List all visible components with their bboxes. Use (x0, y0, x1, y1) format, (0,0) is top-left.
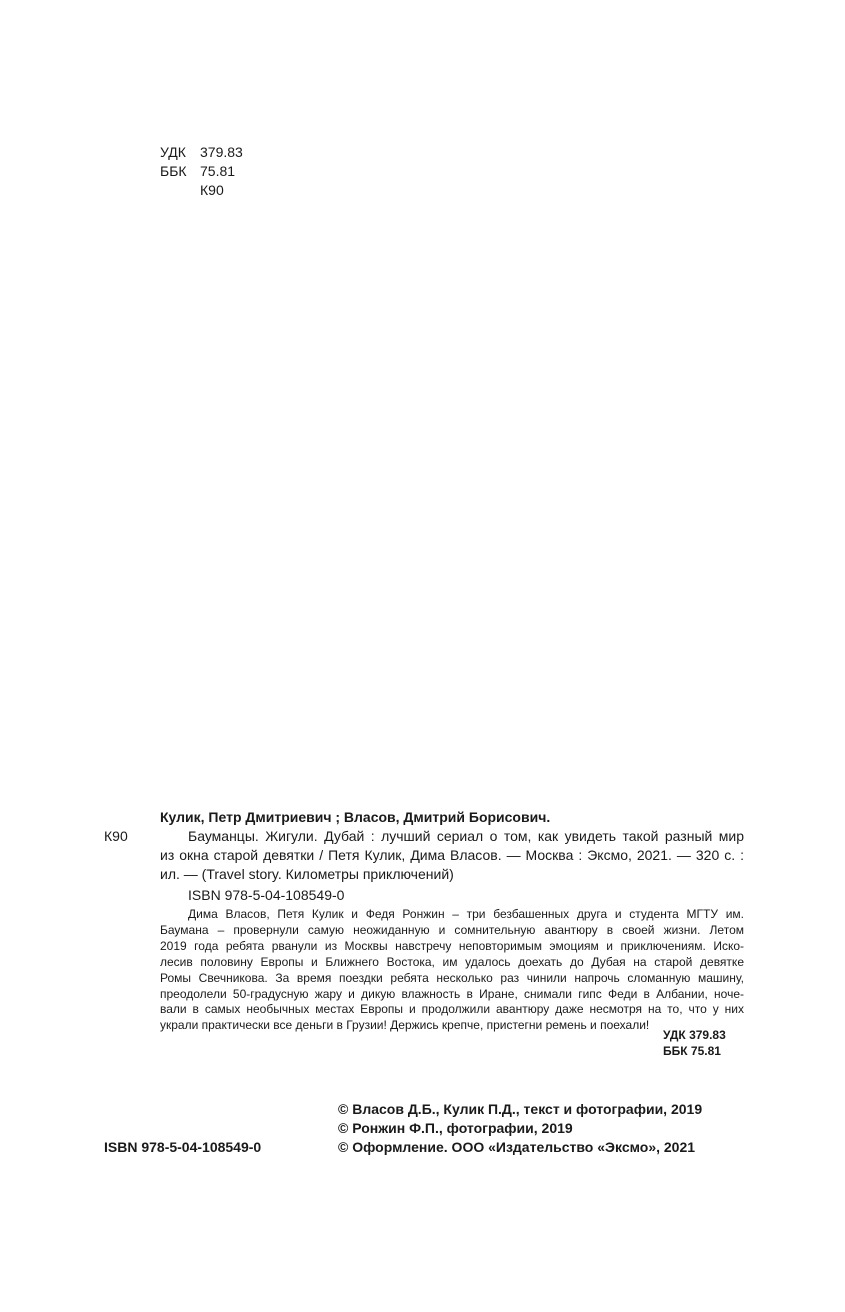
annotation-line: Баумана – провернули самую неожиданную и сомнительную авантюру в своей жизни. Летом (160, 922, 744, 937)
annotation (160, 907, 744, 1034)
copyright-line: © Ронжин Ф.П., фотографии, 2019 (338, 1120, 573, 1136)
udk-label: УДК (160, 144, 186, 160)
author-mark-top: К90 (200, 182, 224, 198)
record-description (160, 827, 744, 884)
annotation-line: вали в самых необычных местах Европы и продолжили авантюру даже несмотря на то, что у них (160, 1002, 744, 1017)
udk-value: 379.83 (200, 144, 243, 160)
description-line: ил. — (Travel story. Километры приключений) (160, 866, 454, 882)
bibliographic-record (160, 808, 744, 905)
bbk-label: ББК (160, 163, 187, 179)
annotation-line: украли практически все деньги в Грузии! Держись крепче, пристегни ремень и поехали! (160, 1018, 650, 1033)
annotation-line: преодолели 50-градусную жару и дикую влажность в Иране, снимали гипс Феди в Албании, ноче- (160, 986, 744, 1001)
isbn-bottom: ISBN 978-5-04-108549-0 (104, 1139, 262, 1155)
udk-row (160, 143, 243, 162)
annotation-line: Ромы Свечникова. За время поездки ребята несколько раз чинили напрочь сломанную машину, (160, 970, 744, 985)
annotation-line: 2019 года ребята рванули из Москвы навстречу неповторимым эмоциям и приключениям. Иско- (160, 938, 744, 953)
description-line: Бауманцы. Жигули. Дубай : лучший сериал о том, как увидеть такой разный мир (188, 828, 744, 844)
udk-bottom: УДК 379.83 (663, 1028, 726, 1042)
copyright-line: © Оформление. ООО «Издательство «Эксмо», 2021 (338, 1139, 696, 1155)
authors-heading: Кулик, Петр Дмитриевич ; Власов, Дмитрий Борисович. (160, 809, 551, 825)
copyright-line: © Власов Д.Б., Кулик П.Д., текст и фотографии, 2019 (338, 1101, 703, 1117)
annotation-line: лесив половину Европы и Ближнего Востока, им удалось доехать до Дубая на старой девятке (160, 954, 744, 969)
bbk-row (160, 162, 243, 181)
bbk-value: 75.81 (200, 163, 236, 179)
description-line: из окна старой девятки / Петя Кулик, Дима Власов. — Москва : Эксмо, 2021. — 320 с. : (160, 847, 744, 863)
bbk-bottom: ББК 75.81 (663, 1044, 721, 1058)
record-isbn: ISBN 978-5-04-108549-0 (188, 887, 345, 903)
annotation-line: Дима Власов, Петя Кулик и Федя Ронжин – три безбашенных друга и студента МГТУ им. (188, 907, 744, 921)
top-classification-codes (160, 143, 243, 200)
author-mark-left: К90 (104, 828, 128, 844)
copyright-block (338, 1100, 702, 1157)
bottom-classification-codes (663, 1027, 726, 1059)
